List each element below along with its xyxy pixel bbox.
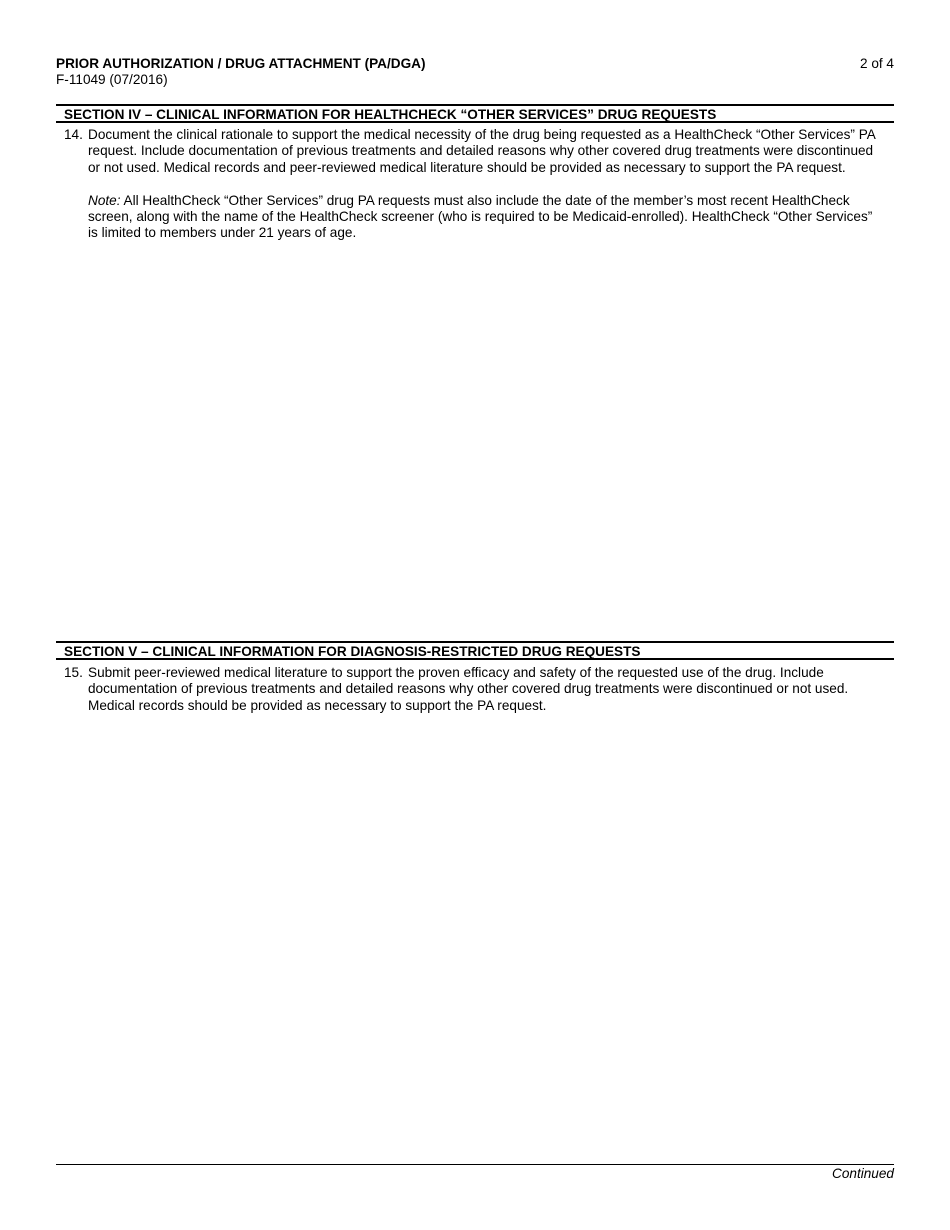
item-14-body — [88, 127, 884, 242]
note-text: All HealthCheck “Other Services” drug PA requests must also include the date of the member’s most recent HealthCheck screen, along with the name of the HealthCheck screener (who is required to be Medicaid-enrolled). HealthCheck “Other Services” is limited to members under 21 years of age. — [88, 192, 873, 241]
item-14 — [64, 127, 884, 242]
section-iv-title: SECTION IV – CLINICAL INFORMATION FOR HEALTHCHECK “OTHER SERVICES” DRUG REQUESTS — [64, 107, 717, 122]
page-number: 2 of 4 — [859, 56, 894, 71]
form-title: PRIOR AUTHORIZATION / DRUG ATTACHMENT (PA/DGA) — [56, 56, 426, 71]
section-iv-header — [56, 104, 894, 123]
section-v-header — [56, 641, 894, 660]
item-15 — [64, 665, 884, 714]
section-v-title: SECTION V – CLINICAL INFORMATION FOR DIAGNOSIS-RESTRICTED DRUG REQUESTS — [64, 644, 641, 659]
section-iv-response-area[interactable] — [56, 265, 894, 635]
form-number: F-11049 (07/2016) — [56, 72, 168, 87]
item-14-text: Document the clinical rationale to support the medical necessity of the drug being requested as a HealthCheck “Other Services” PA request. Include documentation of previous treatments and detailed reasons why other covered drug treatments were discontinued or not used. Medical records and peer-reviewed medical literature should be provided as necessary to support the PA request. — [88, 127, 876, 175]
section-v-response-area[interactable] — [56, 720, 894, 1155]
continued-label: Continued — [832, 1166, 894, 1181]
item-15-text: Submit peer-reviewed medical literature to support the proven efficacy and safety of the requested use of the drug. Include documentation of previous treatments and detailed reasons why other covered drug treatments were discontinued or not used. Medical records should be provided as necessary to support the PA request. — [88, 665, 849, 713]
footer-rule — [56, 1164, 894, 1165]
item-15-body — [88, 665, 884, 714]
note-label: Note: — [88, 192, 121, 208]
item-14-note — [88, 193, 884, 242]
item-15-number: 15. — [64, 665, 83, 680]
item-14-number: 14. — [64, 127, 83, 142]
